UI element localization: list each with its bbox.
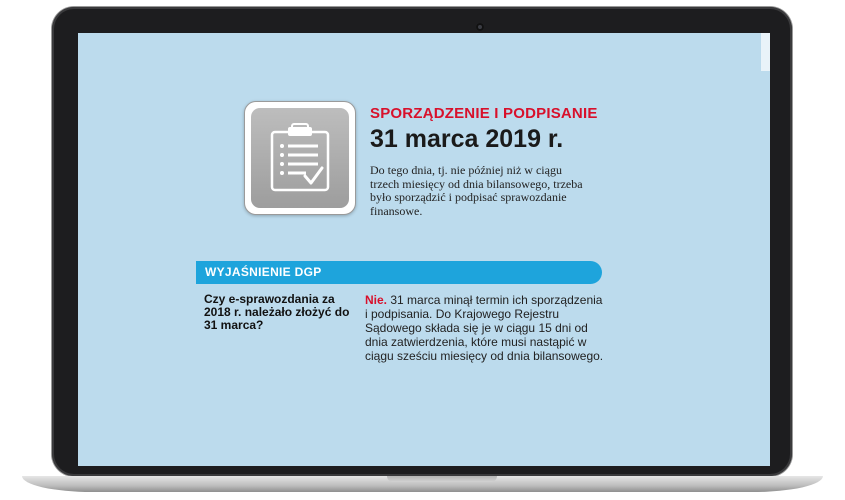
laptop-screen xyxy=(78,33,770,466)
clipboard-tile xyxy=(244,101,356,215)
answer-lead: Nie. xyxy=(365,293,388,307)
screen-edge xyxy=(761,33,770,71)
explanation-question: Czy e-sprawozdania za 2018 r. należało złożyć do 31 marca? xyxy=(204,292,350,332)
section-label: SPORZĄDZENIE I PODPISANIE xyxy=(370,105,598,122)
laptop-base xyxy=(22,476,823,492)
deadline-date: 31 marca 2019 r. xyxy=(370,125,564,153)
deadline-description: Do tego dnia, tj. nie później niż w ciągu trzech miesięcy od dnia bilansowego, trzeba było sporządzić i podpisać sprawozdanie finansowe. xyxy=(370,163,583,218)
explanation-header: WYJAŚNIENIE DGP xyxy=(205,265,322,279)
clipboard-checklist-icon xyxy=(245,102,355,214)
explanation-header-bar xyxy=(196,261,602,284)
answer-body: 31 marca minął termin ich sporządzenia i podpisania. Do Krajowego Rejestru Sądowego składa się je w ciągu 15 dni od dnia zatwierdzenia, które musi nastąpić w ciągu sześciu miesięcy od dnia bilansowego. xyxy=(365,293,604,363)
camera-icon xyxy=(476,23,484,31)
explanation-answer xyxy=(365,293,605,363)
laptop-base-notch xyxy=(387,476,497,482)
